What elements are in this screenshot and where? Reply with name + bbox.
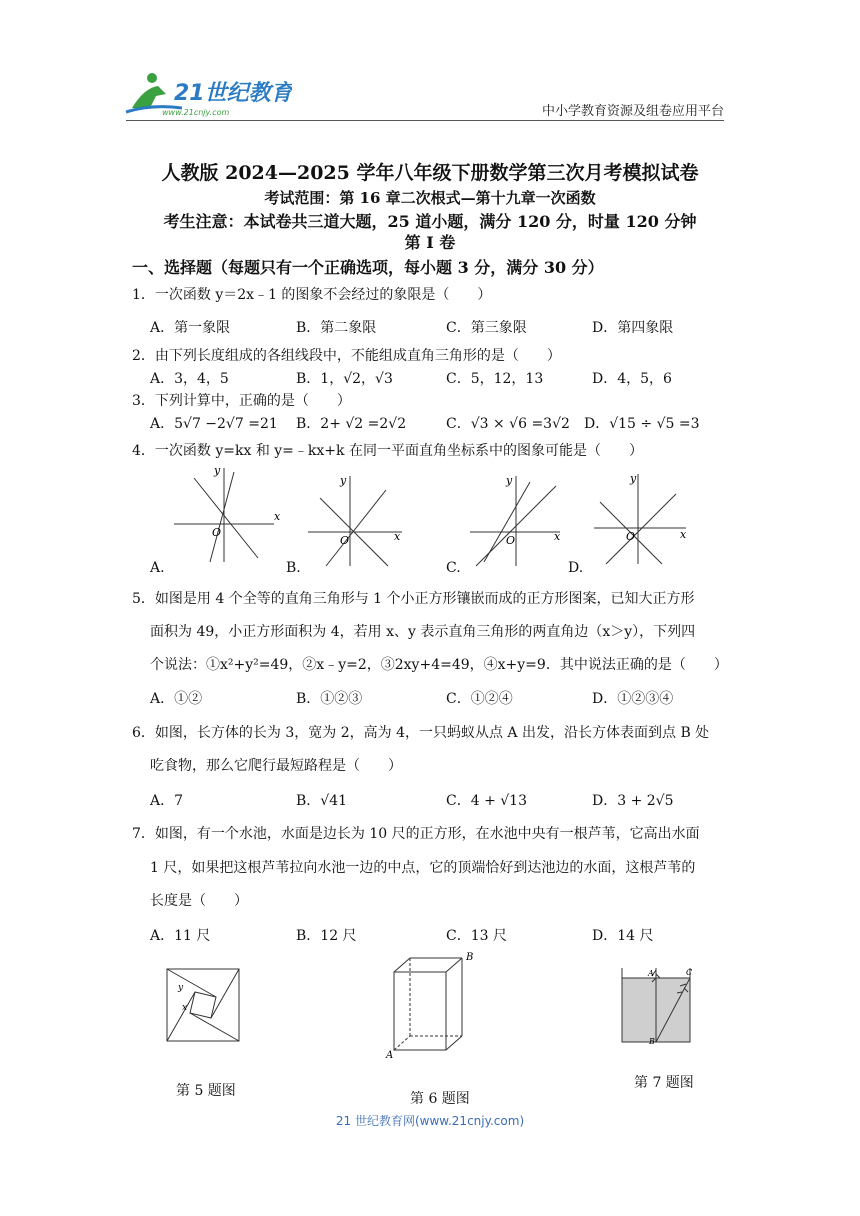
q6-option-b: B．√41 [296, 793, 348, 809]
svg-text:x: x [554, 530, 561, 543]
svg-text:x: x [394, 530, 401, 543]
q4-graph-b [308, 474, 402, 566]
q3-option-c: C．√3 × √6 =3√2 [446, 416, 570, 432]
svg-text:O: O [340, 534, 350, 547]
figure-6-caption: 第 6 题图 [410, 1091, 470, 1107]
svg-text:O: O [212, 526, 222, 539]
svg-text:A: A [648, 969, 654, 978]
q5-line3: 个说法：①x²+y²=49，②x﹣y=2，③2xy+4=49，④x+y=9．其中说法正确的是（ ） [150, 657, 728, 673]
q1-option-c: C．第三象限 [446, 320, 527, 336]
q3-option-d: D．√15 ÷ √5 =3 [584, 416, 700, 432]
q5-option-d: D．①②③④ [592, 691, 674, 707]
figure-7-caption: 第 7 题图 [634, 1075, 694, 1091]
svg-text:y: y [340, 474, 347, 487]
platform-name: 中小学教育资源及组卷应用平台 [541, 104, 724, 119]
logo-url: www.21cnjy.com [162, 108, 230, 117]
q2-option-a: A．3，4，5 [150, 371, 229, 387]
q1-option-b: B．第二象限 [296, 320, 377, 336]
page-title: 人教版 2024—2025 学年八年级下册数学第三次月考模拟试卷 [161, 162, 699, 184]
q4-option-b: B. [286, 560, 301, 576]
q2-stem: 2．由下列长度组成的各组线段中，不能组成直角三角形的是（ ） [132, 348, 561, 364]
site-logo [122, 68, 292, 120]
q4-stem: 4．一次函数 y=kx 和 y=﹣kx+k 在同一平面直角坐标系中的图象可能是（ ） [132, 443, 643, 459]
q5-line1: 5．如图是用 4 个全等的直角三角形与 1 个小正方形镶嵌而成的正方形图案，已知大正方形 [132, 591, 695, 607]
svg-text:B: B [649, 1037, 655, 1046]
figure-7 [616, 964, 696, 1048]
svg-text:y: y [214, 464, 221, 477]
q7-line1: 7．如图，有一个水池，水面是边长为 10 尺的正方形，在水池中央有一根芦苇，它高出水面 [132, 826, 700, 842]
svg-text:y: y [506, 474, 513, 487]
svg-text:B: B [466, 952, 474, 963]
svg-text:C: C [686, 968, 693, 977]
q3-option-b: B．2+ √2 =2√2 [296, 416, 407, 432]
exam-scope: 考试范围：第 16 章二次根式—第十九章一次函数 [264, 189, 596, 207]
q4-option-a: A. [150, 560, 165, 576]
q1-stem: 1．一次函数 y＝2x﹣1 的图象不会经过的象限是（ ） [132, 287, 492, 303]
q3-stem: 3．下列计算中，正确的是（ ） [132, 393, 351, 409]
svg-text:A: A [386, 1050, 394, 1060]
q5-line2: 面积为 49，小正方形面积为 4，若用 x、y 表示直角三角形的两直角边（x＞y），下列四 [150, 624, 696, 640]
q7-option-a: A．11 尺 [150, 928, 211, 944]
q3-option-a: A．5√7 −2√7 =21 [150, 416, 278, 432]
q4-option-c: C. [446, 560, 461, 576]
q4-graph-d [594, 472, 687, 564]
q4-option-d: D. [568, 560, 584, 576]
q4-graph-c [470, 474, 561, 566]
q2-option-c: C．5，12，13 [446, 371, 544, 387]
svg-text:x: x [274, 510, 281, 523]
q2-option-d: D．4，5，6 [592, 371, 672, 387]
svg-text:O: O [506, 534, 516, 547]
q5-option-b: B．①②③ [296, 691, 363, 707]
q7-line3: 长度是（ ） [150, 893, 248, 909]
q7-option-d: D．14 尺 [592, 928, 654, 944]
q7-option-c: C．13 尺 [446, 928, 507, 944]
exam-notice: 考生注意：本试卷共三道大题，25 道小题，满分 120 分，时量 120 分钟 [163, 212, 697, 231]
header-divider [126, 120, 724, 121]
q2-option-b: B．1，√2，√3 [296, 371, 393, 387]
q5-option-a: A．①② [150, 691, 203, 707]
q6-option-c: C．4 + √13 [446, 793, 527, 809]
q6-option-d: D．3 + 2√5 [592, 793, 674, 809]
volume-label: 第 I 卷 [404, 233, 456, 252]
svg-text:y: y [178, 983, 184, 993]
q1-option-d: D．第四象限 [592, 320, 674, 336]
q1-option-a: A．第一象限 [150, 320, 231, 336]
q6-option-a: A．7 [150, 793, 184, 809]
footer-link[interactable]: 21 世纪教育网(www.21cnjy.com) [335, 1114, 525, 1128]
q7-option-b: B．12 尺 [296, 928, 357, 944]
figure-5-caption: 第 5 题图 [176, 1083, 236, 1099]
figure-5 [164, 966, 244, 1046]
svg-text:y: y [630, 472, 637, 485]
q6-line2: 吃食物，那么它爬行最短路程是（ ） [150, 758, 402, 774]
svg-text:x: x [680, 528, 687, 541]
q7-line2: 1 尺，如果把这根芦苇拉向水池一边的中点，它的顶端恰好到达池边的水面，这根芦苇的 [150, 860, 696, 876]
svg-text:O: O [626, 530, 636, 543]
logo-text: 21世纪教育 [174, 81, 292, 106]
figure-6 [384, 952, 484, 1060]
svg-text:x: x [182, 1003, 188, 1013]
q5-option-c: C．①②④ [446, 691, 513, 707]
q6-line1: 6．如图，长方体的长为 3，宽为 2，高为 4，一只蚂蚁从点 A 出发，沿长方体表面到点 B 处 [132, 725, 710, 741]
section-heading: 一、选择题（每题只有一个正确选项，每小题 3 分，满分 30 分） [132, 258, 604, 277]
q4-graph-a [174, 464, 281, 562]
